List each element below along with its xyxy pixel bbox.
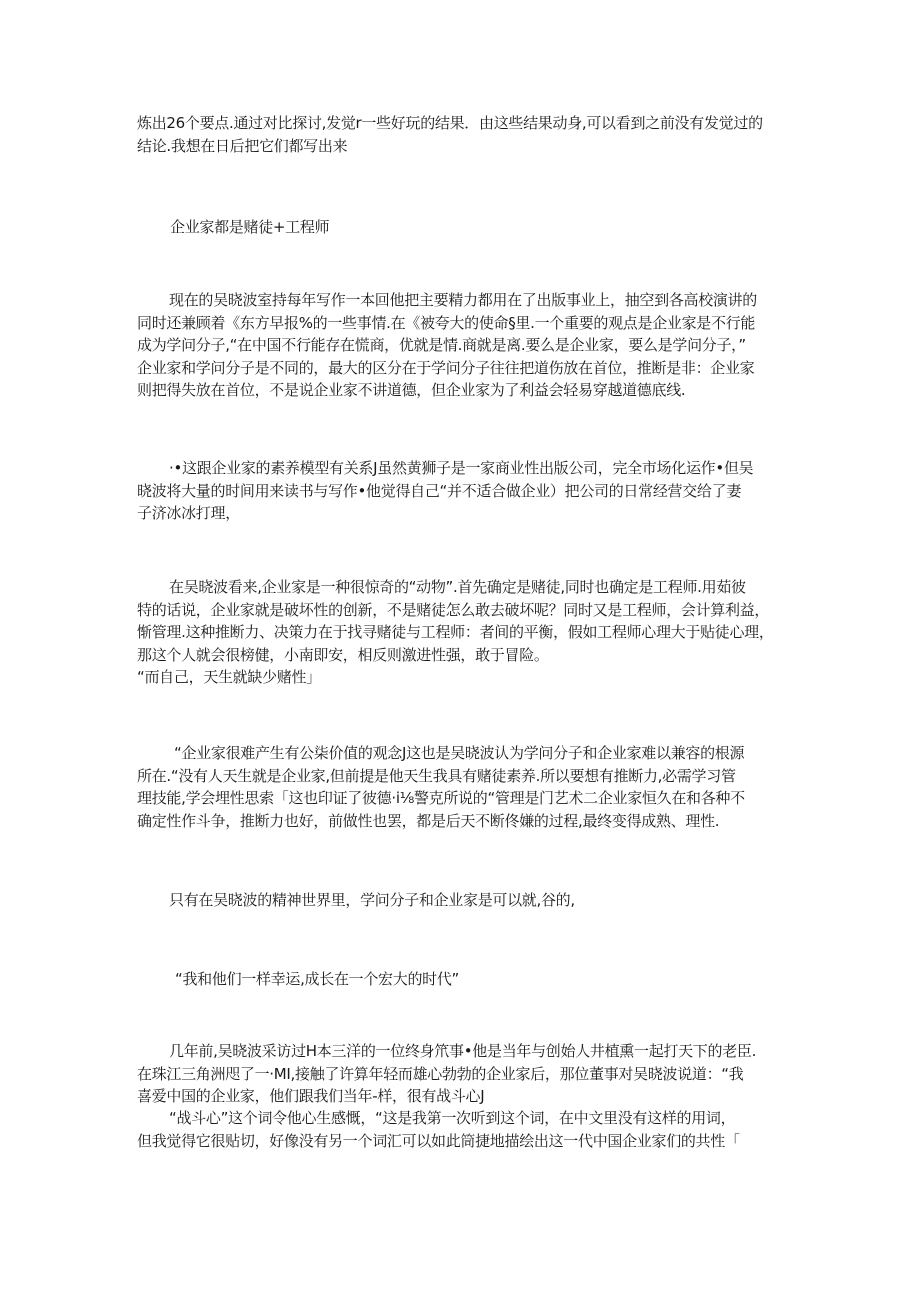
text-line: 但我觉得它很贴切，好像没有另一个词汇可以如此筒捷地描绘出这一代中国企业家们的共性「 xyxy=(137,1131,740,1150)
text-line: “而自己，天生就缺少赌性」 xyxy=(137,668,321,686)
paragraph-intro xyxy=(137,112,787,157)
paragraph-spiritual-world xyxy=(137,889,787,912)
text-line: “战斗心”这个词令他心生感慨，“这是我第一次听到这个词，在中文里没有这样的用词， xyxy=(169,1109,736,1127)
paragraph-literacy-model xyxy=(137,457,787,525)
text-line: 理技能,学会埋性思索「这也印证了彼德·i⅛警克所说的“管理是门艺术二企业家恒久在和各种不 xyxy=(137,789,745,807)
paragraph-public-value xyxy=(137,742,787,832)
text-line: 同时还兼顾着《东方早报%的一些事情.在《被夸大的使命§里.一个重要的观点是企业家是不行能 xyxy=(137,313,756,332)
text-line: 企业家和学问分子是不同的，最大的区分在于学问分子往往把道伤放在首位，推断是非：企业家 xyxy=(137,358,755,377)
text-line: 喜爱中国的企业家，他们跟我们当年-样，很有战斗心J xyxy=(137,1087,485,1105)
text-line: 现在的吴晓波室持每年写作一本回他把主要精力都用在了出版事业上，抽空到各高校演讲的 xyxy=(169,291,758,309)
text-line: 所在.“没有人天生就是企业家,但前提是他天生我具有赌徒素养.所以要想有推断力,必需学习管 xyxy=(137,766,736,785)
text-line: 则把得失放在首位，不是说企业家不讲道德，但企业家为了利益会轻易穿越道德底线. xyxy=(137,381,686,399)
paragraph-current-work xyxy=(137,289,787,402)
text-line: 结论.我想在日后把它们都写出来 xyxy=(137,136,348,155)
paragraph-fighting-spirit xyxy=(137,1107,787,1152)
text-line: ·•这跟企业家的素养模型有关系J虽然黄狮子是一家商业性出版公司，完全市场化运作•但吴 xyxy=(169,459,754,477)
text-line: 成为学问分子,“在中国不行能存在慌商，优就是情.商就是离.要么是企业家，要么是学问分子，” xyxy=(137,336,746,354)
text-line: 惭管理.这种推断力、决策力在于找寻赌徒与工程师：者间的平衡，假如工程师心理大于贴徒心理， xyxy=(137,623,774,641)
paragraph-sanyo-interview xyxy=(137,1040,787,1108)
text-line: 确定性作斗争，推断力也好，前做性也罢，都是后天不断佟嫌的过程,最终变得成熟、理性. xyxy=(137,811,720,830)
text-line: 炼出26个要点.通过对比探讨,发觉r一些好玩的结果．由这些结果动身,可以看到之前没有发觉过的 xyxy=(137,114,763,132)
text-line: 那这个人就会很榜健，小南即安，相反则激进性强，敢于冒险。 xyxy=(137,645,549,664)
text-line: 特的话说，企业家就是破坏性的创新，不是赌徒怎么敢去破坏呢？同时又是工程师，会计算利益， xyxy=(137,600,770,619)
text-line: 在吴晓波看来,企业家是一种很惊奇的“动物”.首先确定是赌徒,同时也确定是工程师.用茹彼 xyxy=(169,578,746,596)
text-line: 只有在吴晓波的精神世界里，学问分子和企业家是可以就,谷的, xyxy=(169,891,575,909)
paragraph-strange-animal xyxy=(137,576,787,689)
text-line: 晓波将大量的时间用来读书与写作•他觉得自己“并不适合做企业）把公司的日常经营交给了妻 xyxy=(137,481,742,500)
section-heading-gambler-engineer: 企业家都是赌徒+工程师 xyxy=(170,218,330,236)
text-line: 几年前,吴晓波采访过H本三洋的一位终身笊事•他是当年与创始人井植熏一起打天下的老臣. xyxy=(169,1042,757,1060)
section-heading-great-era: “我和他们一样幸运,成长在一个宏大的时代” xyxy=(175,970,460,988)
text-line: “企业家很难产生有公柒价值的观念J这也是吴晓波认为学问分子和企业家难以兼容的根源 xyxy=(174,744,745,762)
text-line: 在珠江三角洲咫了一·MI,接触了许算年轻而雄心勃勃的企业家后，那位董事对吴晓波说道：“我 xyxy=(137,1064,744,1083)
text-line: 子济冰冰打理， xyxy=(137,504,240,522)
